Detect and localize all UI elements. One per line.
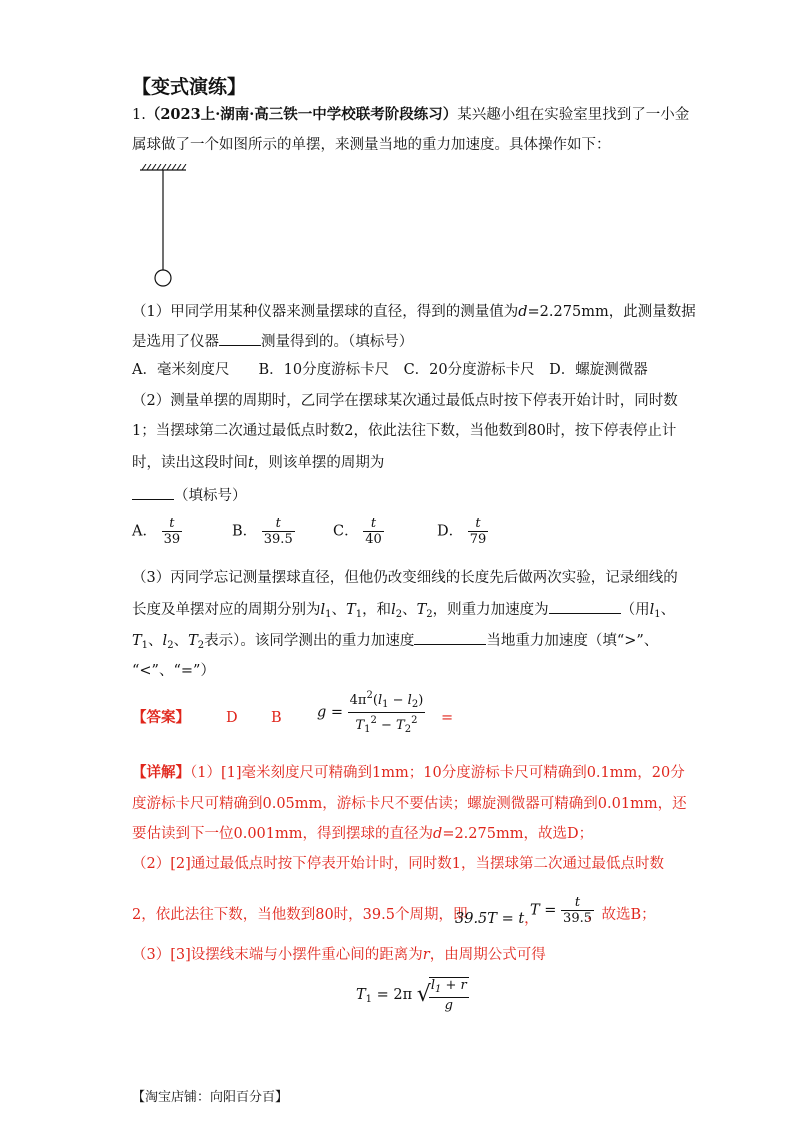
explain-line4: （2）[2]通过最低点时按下停表开始计时，同时数1，当摆球第二次通过最低点时数 [132,856,664,872]
part2-line4: （填标号） [132,485,247,506]
part2-option-c: C． $\frac{t}{40}$ [333,516,382,547]
part3-line3: $T_1$、$l_2$、$T_2$表示）。该同学测出的重力加速度 当地重力加速度（填“>”、 [132,630,658,656]
section-heading: 【变式演练】 [132,76,247,98]
explain-line3: 要估读到下一位0.001mm，得到摆球的直径为d=2.275mm，故选D； [132,826,594,842]
option-b-numerator: t [275,516,281,531]
option-d-denominator: 79 [469,532,487,547]
part3-line2: 长度及单摆对应的周期分别为$l_1$、$T_1$，和$l_2$、$T_2$，则重力加速度为 （用$l_1$、 [132,599,675,625]
answer-label: 【答案】 [132,709,190,726]
question-source: （2023上·湖南·高三铁一中学校联考阶段练习） [145,106,458,123]
question-intro-line2: 属球做了一个如图所示的单摆，来测量当地的重力加速度。具体操作如下： [132,137,611,153]
part3-line1: （3）丙同学忘记测量摆球直径，但他仍改变细线的长度先后做两次实验，记录细线的 [132,570,678,586]
answer-blank-4[interactable] [414,630,486,645]
part2-option-b: B． $\frac{t}{39.5}$ [232,516,293,547]
option-c-denominator: 40 [365,532,382,547]
question-intro-line1 [132,105,689,125]
option-b-denominator: 39.5 [263,532,293,547]
part2-option-a: A． $\frac{t}{39}$ [132,516,181,547]
part2-line2: 1；当摆球第二次通过最低点时数2，依此法往下数，当他数到80时，按下停表停止计 [132,423,677,439]
explain-eq2: T = $\frac{t}{39.5}$ [530,895,592,926]
answer-4: = [441,710,454,726]
part1-options: A．毫米刻度尺 B．10分度游标卡尺 C．20分度游标卡尺 D．螺旋测微器 [132,362,648,378]
period-formula: $T_1 = 2\pi$ √ $\frac{l_1 + r}{g}$ [356,978,467,1013]
explain-line5: 2，依此法往下数，当他数到80时，39.5个周期，即 [132,907,468,923]
part2-line1: （2）测量单摆的周期时，乙同学在摆球某次通过最低点时按下停表开始计时，同时数 [132,393,678,409]
question-intro-text: 某兴趣小组在实验室里找到了一小金 [457,107,690,123]
part1-line1: （1）甲同学用某种仪器来测量摆球的直径，得到的测量值为d=2.275mm，此测量数据 [132,304,696,320]
pendulum-bob [155,270,171,286]
option-a-denominator: 39 [163,532,181,547]
answer-2: B [271,710,282,726]
explain-line6: （3）[3]设摆线末端与小摆件重心间的距离为r，由周期公式可得 [132,947,546,963]
part2-option-d: D． $\frac{t}{79}$ [437,516,487,547]
option-d-numerator: t [475,516,481,531]
footer-shop: 【淘宝店铺：向阳百分百】 [132,1090,289,1105]
explain-line1: 【详解】（1）[1]毫米刻度尺可精确到1mm；10分度游标卡尺可精确到0.1mm，20分 [132,764,685,781]
option-a-numerator: t [169,516,175,531]
explain-line5-end: ，故选B； [587,907,656,923]
answer-1: D [226,710,238,726]
answer-blank-3[interactable] [549,599,621,614]
part1-line2: 是选用了仪器 测量得到的。（填标号） [132,331,413,352]
answer-blank-1[interactable] [219,331,261,346]
option-c-numerator: t [370,516,377,531]
part2-line3: 时，读出这段时间t，则该单摆的周期为 [132,455,385,471]
part3-line4: “<”、“=”） [132,663,215,679]
explain-eq1: 39.5T = t， [455,911,539,927]
pendulum-figure [140,164,200,294]
answer-3-formula: g = $\frac{4\pi^2(l_1 - l_2)}{T_1^2 - T_2^2}$ [317,690,424,735]
question-number: 1. [132,107,146,123]
answer-blank-2[interactable] [132,485,174,500]
explain-line2: 度游标卡尺可精确到0.05mm，游标卡尺不要估读；螺旋测微器可精确到0.01mm，还 [132,796,687,812]
